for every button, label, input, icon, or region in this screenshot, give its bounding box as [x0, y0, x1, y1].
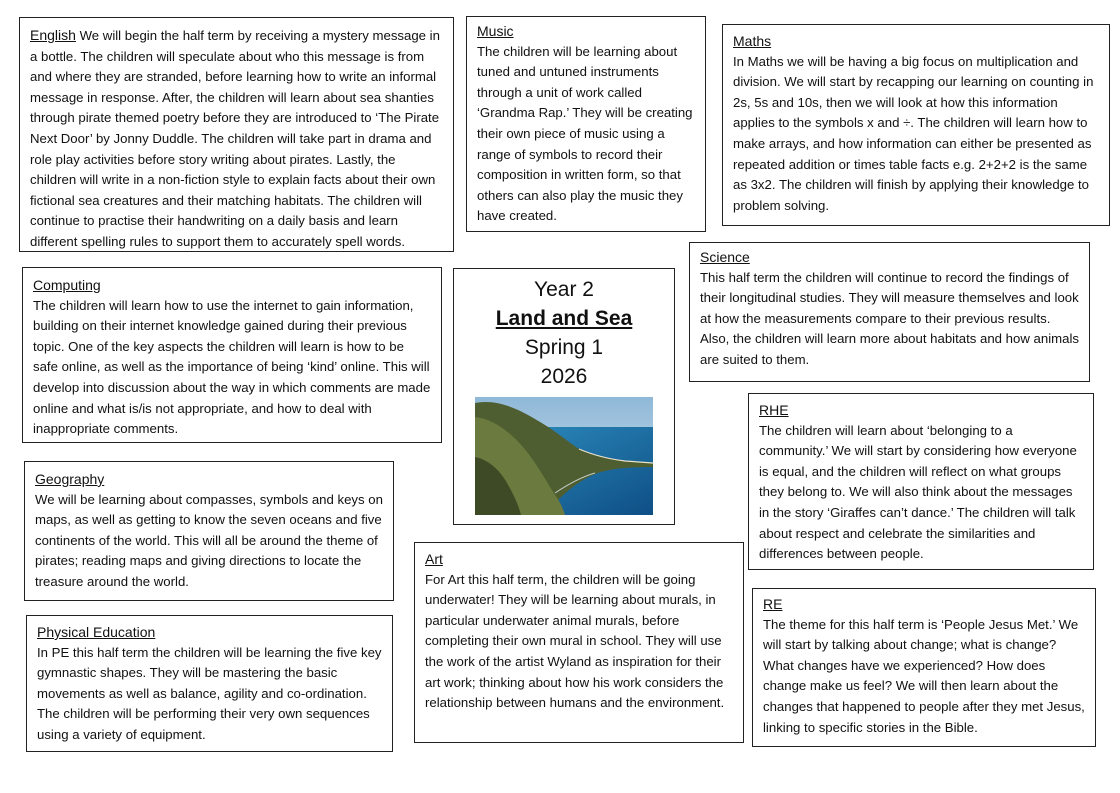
- topic-title: Land and Sea: [495, 307, 633, 330]
- science-heading: Science: [700, 249, 750, 265]
- maths-text: In Maths we will be having a big focus on multiplication and division. We will start by recapping our learning on counting in 2s, 5s and 10s, then we will look at how this information applies to the symbols x and ÷. The children will learn how to make arrays, and how information can either be presented as repeated addition or times table facts e.g. 2+2+2 is the same as 3x2. The children will finish by applying their knowledge to problem solving.: [733, 53, 1094, 213]
- geography-text: We will be learning about compasses, symbols and keys on maps, as well as getting to know the seven oceans and five continents of the world. This will all be around the theme of pirates; reading maps and giving directions to locate the treasure around the world.: [35, 491, 383, 589]
- re-text: The theme for this half term is ‘People Jesus Met.’ We will start by talking about change; what is change? What changes have we experienced? How does change make us feel? We will then learn about the changes that happened to people after they met Jesus, linking to specific stories in the Bible.: [763, 616, 1085, 735]
- topic-title-panel: [453, 268, 675, 525]
- pe-heading: Physical Education: [37, 624, 156, 640]
- music-text: The children will be learning about tuned and untuned instruments through a unit of work called ‘Grandma Rap.’ They will be creating their own piece of music using a range of symbols to record their composition in written form, so that others can also play the music they have created.: [477, 43, 693, 224]
- computing-heading: Computing: [33, 277, 101, 293]
- re-panel: [752, 588, 1096, 747]
- rhe-text: The children will learn about ‘belonging to a community.’ We will start by considering how everyone is equal, and the children will reflect on what groups they belong to. We will also think about the messages in the story ‘Giraffes can’t dance.’ The children will talk about respect and celebrate the similarities and differences between people.: [759, 422, 1077, 562]
- coastline-photo: [475, 397, 653, 515]
- term-name: Spring 1: [524, 336, 604, 359]
- pe-text: In PE this half term the children will be learning the five key gymnastic shapes. They will be mastering the basic movements as well as balance, agility and co-ordination. The children will be performing their very own sequences using a variety of equipment.: [37, 644, 382, 742]
- maths-panel: [722, 24, 1110, 226]
- art-panel: [414, 542, 744, 743]
- rhe-heading: RHE: [759, 402, 789, 418]
- re-heading: RE: [763, 596, 783, 612]
- science-text: This half term the children will continue to record the findings of their longitudinal studies. They will measure themselves and look at how the measurements compare to their previous results. Also, the children will learn more about habitats and how animals are suited to them.: [700, 269, 1079, 367]
- term-year: 2026: [540, 365, 588, 388]
- english-heading: English: [30, 27, 76, 43]
- pe-panel: [26, 615, 393, 752]
- science-panel: [689, 242, 1090, 382]
- music-panel: [466, 16, 706, 232]
- geography-heading: Geography: [35, 471, 105, 487]
- music-heading: Music: [477, 23, 514, 39]
- english-paragraph: [30, 25, 443, 253]
- year-group: Year 2: [534, 278, 594, 301]
- art-text: For Art this half term, the children will be going underwater! They will be learning about murals, in particular underwater animal murals, before completing their own mural in school. They will use the work of the artist Wyland as inspiration for their art work; thinking about how his work considers the relationship between humans and the environment.: [425, 571, 725, 711]
- computing-panel: [22, 267, 442, 443]
- rhe-panel: [748, 393, 1094, 570]
- geography-panel: [24, 461, 394, 601]
- art-heading: Art: [425, 551, 443, 567]
- english-text: We will begin the half term by receiving a mystery message in a bottle. The children will speculate about who this message is from and where they are stranded, before learning how to write an informal message in response. After, the children will learn about sea shanties through pirate themed poetry before they are introduced to ‘The Pirate Next Door’ by Jonny Duddle. The children will take part in drama and role play activities before story writing about pirates. Lastly, the children will write in a non-fiction style to explain facts about their own fictional sea creatures and their matching habitats. The children will continue to practise their handwriting on a daily basis and learn different spelling rules to support them to accurately spell words.: [30, 28, 440, 249]
- maths-heading: Maths: [733, 33, 772, 49]
- computing-text: The children will learn how to use the internet to gain information, building on their internet knowledge gained during their previous topic. One of the key aspects the children will learn is how to be safe online, as well as the importance of being ‘kind’ online. This will develop into discussion about the way in which comments are made online and what is/is not appropriate, and how to deal with inappropriate comments.: [33, 297, 431, 437]
- english-panel: [19, 17, 454, 252]
